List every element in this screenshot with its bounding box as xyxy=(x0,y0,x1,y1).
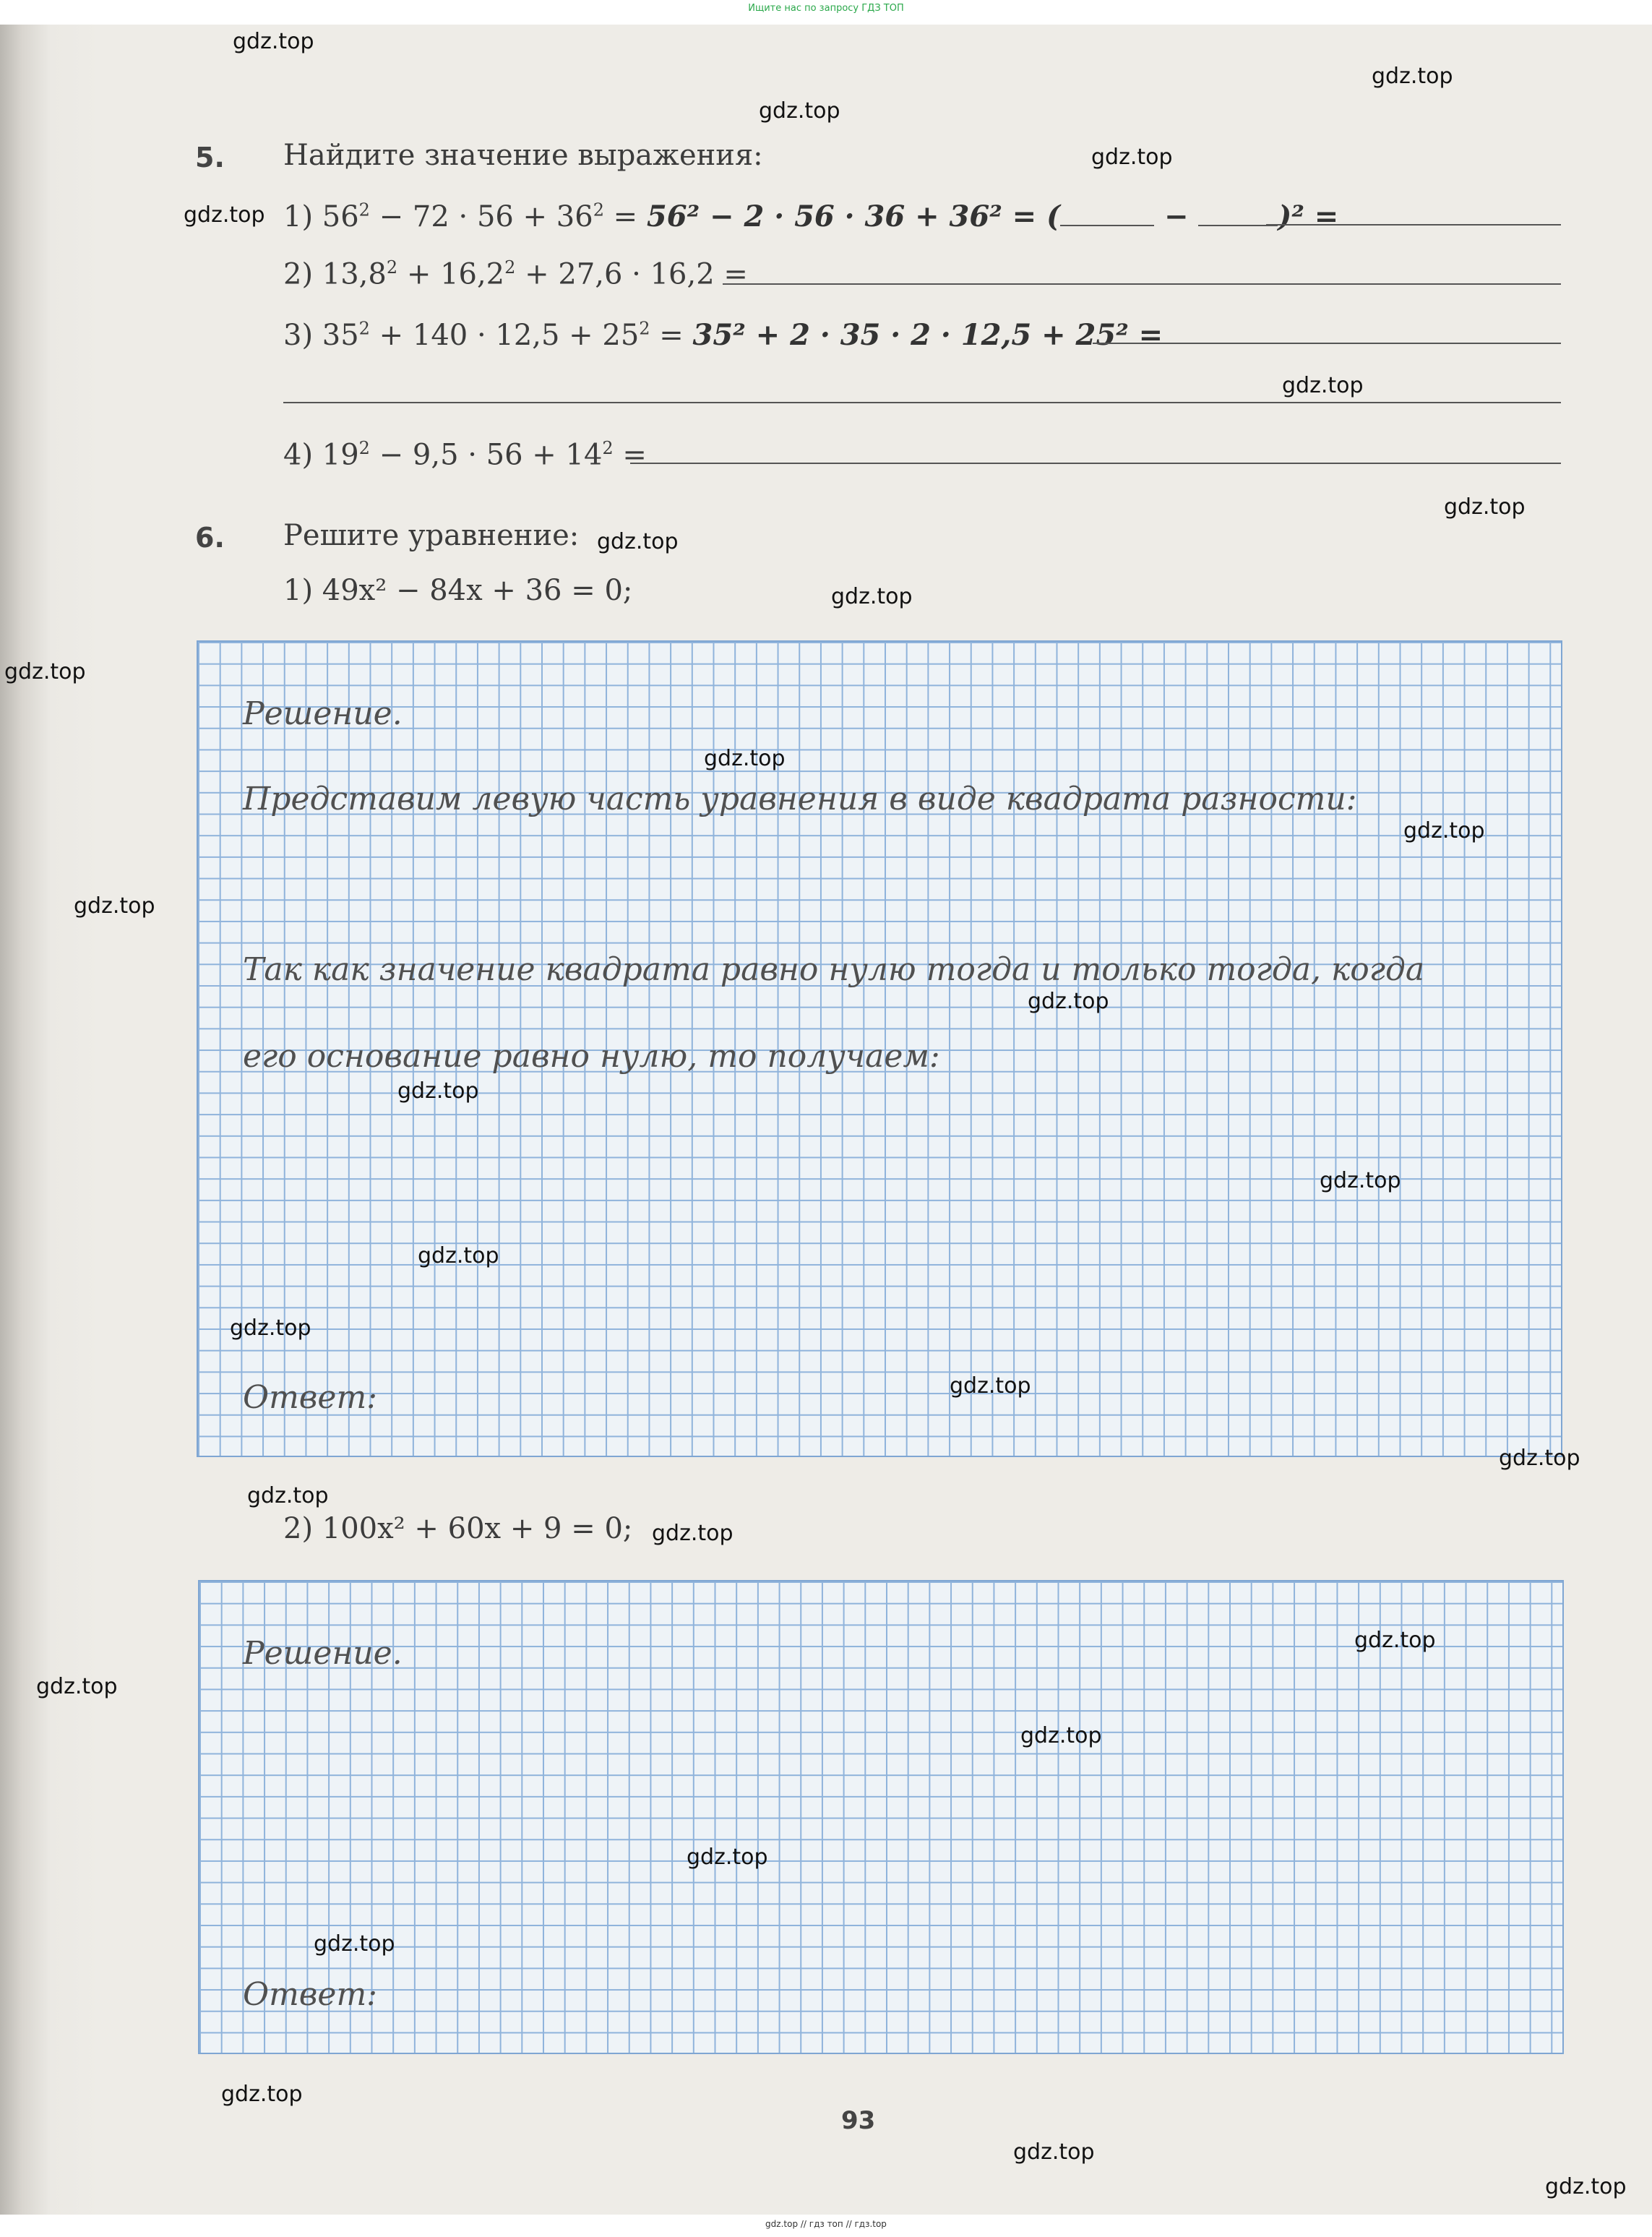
item1-mid1: − 72 · 56 + 36 xyxy=(369,200,593,233)
watermark: gdz.top xyxy=(233,29,314,54)
watermark: gdz.top xyxy=(1499,1446,1580,1471)
watermark: gdz.top xyxy=(831,584,913,609)
watermark: gdz.top xyxy=(704,746,786,771)
item2-c: + 27,6 · 16,2 = xyxy=(515,257,748,291)
task6-number: 6. xyxy=(195,522,225,554)
sq: 2 xyxy=(504,257,516,278)
watermark: gdz.top xyxy=(418,1243,499,1268)
task5-item3 xyxy=(283,318,1163,352)
top-note: Ищите нас по запросу ГДЗ ТОП xyxy=(748,3,904,14)
watermark: gdz.top xyxy=(1444,494,1526,520)
sq: 2 xyxy=(593,199,604,220)
item1-close: )² = xyxy=(1278,199,1339,233)
solution2-answer-label: Ответ: xyxy=(243,1976,377,2013)
item4-answer-line[interactable] xyxy=(630,463,1561,464)
sq: 2 xyxy=(386,257,398,278)
watermark: gdz.top xyxy=(1013,2139,1095,2165)
solution1-heading: Решение. xyxy=(243,695,403,732)
sq: 2 xyxy=(358,199,370,220)
watermark: gdz.top xyxy=(652,1521,733,1546)
watermark: gdz.top xyxy=(759,98,840,124)
task6-equation1: 1) 49x² − 84x + 36 = 0; xyxy=(283,574,633,607)
item1-prefix: 1) 56 xyxy=(283,200,359,233)
item2-answer-line[interactable] xyxy=(723,283,1561,285)
item1-minus: − xyxy=(1154,199,1199,233)
watermark: gdz.top xyxy=(1354,1628,1436,1653)
watermark: gdz.top xyxy=(687,1845,768,1870)
watermark: gdz.top xyxy=(230,1315,311,1341)
watermark: gdz.top xyxy=(1020,1723,1102,1748)
watermark: gdz.top xyxy=(247,1483,329,1508)
item3-b: + 140 · 12,5 + 25 xyxy=(369,319,640,352)
page-number: 93 xyxy=(841,2106,876,2135)
sq: 2 xyxy=(639,318,650,339)
task5-number: 5. xyxy=(195,142,225,173)
watermark: gdz.top xyxy=(1320,1168,1401,1193)
watermark: gdz.top xyxy=(1372,64,1453,89)
item1-blank-a[interactable] xyxy=(1060,200,1154,226)
item4-c: = xyxy=(613,438,647,472)
footer-note: gdz.top // гдз топ // гдз.top xyxy=(765,2219,887,2229)
watermark: gdz.top xyxy=(4,659,86,684)
task5-item2 xyxy=(283,257,748,291)
item1-mid2: = xyxy=(603,200,647,233)
watermark: gdz.top xyxy=(397,1078,479,1104)
item3-answer-line[interactable] xyxy=(1093,343,1561,344)
solution1-line-4: его основание равно нулю, то получаем: xyxy=(243,1038,940,1075)
task5-item4 xyxy=(283,438,647,471)
solution1-line-2: Представим левую часть уравнения в виде квадрата разности: xyxy=(243,781,1357,817)
item3-a: 3) 35 xyxy=(283,319,359,352)
item3-handwritten: 35² + 2 · 35 · 2 · 12,5 + 25² = xyxy=(692,318,1163,352)
sq: 2 xyxy=(358,438,370,458)
item1-answer-line[interactable] xyxy=(1266,224,1561,226)
item4-b: − 9,5 · 56 + 14 xyxy=(369,438,603,472)
watermark: gdz.top xyxy=(597,529,679,554)
item1-blank-b[interactable] xyxy=(1198,200,1278,226)
watermark: gdz.top xyxy=(184,202,265,228)
solution2-heading: Решение. xyxy=(243,1635,403,1672)
item4-a: 4) 19 xyxy=(283,438,359,472)
item2-b: + 16,2 xyxy=(397,257,505,291)
watermark: gdz.top xyxy=(36,1674,118,1699)
item1-handwritten: 56² − 2 · 56 · 36 + 36² = ( xyxy=(646,199,1061,233)
item3-c: = xyxy=(650,319,693,352)
task6-title: Решите уравнение: xyxy=(283,519,580,552)
watermark: gdz.top xyxy=(950,1373,1031,1399)
watermark: gdz.top xyxy=(1282,373,1364,398)
watermark: gdz.top xyxy=(1091,145,1173,170)
task6-equation2: 2) 100x² + 60x + 9 = 0; xyxy=(283,1512,633,1545)
item3-answer-line-2[interactable] xyxy=(283,402,1561,403)
watermark: gdz.top xyxy=(74,893,155,919)
solution1-answer-label: Ответ: xyxy=(243,1379,377,1416)
watermark: gdz.top xyxy=(1403,818,1485,843)
watermark: gdz.top xyxy=(1028,989,1109,1014)
watermark: gdz.top xyxy=(1545,2174,1627,2199)
solution1-line-3: Так как значение квадрата равно нулю тогда и только тогда, когда xyxy=(243,951,1425,988)
watermark: gdz.top xyxy=(221,2082,303,2107)
item2-a: 2) 13,8 xyxy=(283,257,387,291)
sq: 2 xyxy=(358,318,370,339)
watermark: gdz.top xyxy=(314,1931,395,1957)
task5-item1 xyxy=(283,199,1338,233)
task5-title: Найдите значение выражения: xyxy=(283,139,763,172)
sq: 2 xyxy=(602,438,614,458)
